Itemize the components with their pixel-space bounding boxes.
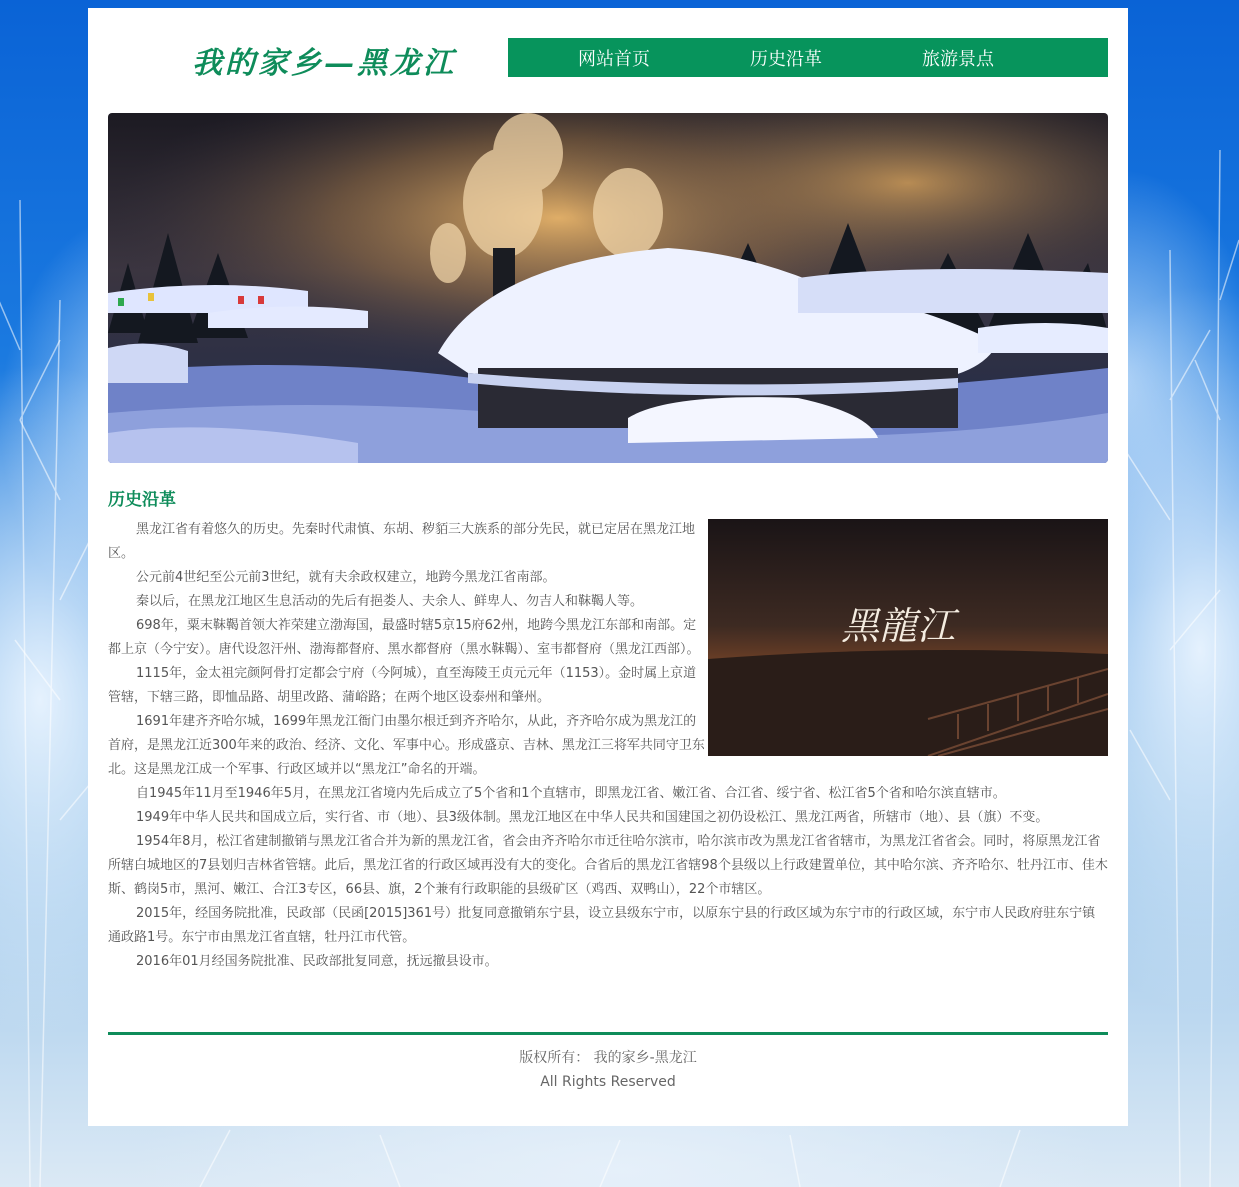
snow-village-image <box>108 113 1108 463</box>
header <box>88 8 1128 98</box>
calligraphy-text: 黑龍江 <box>840 604 956 648</box>
paragraph: 1954年8月，松江省建制撤销与黑龙江省合并为新的黑龙江省，省会由齐齐哈尔市迁往哈尔滨市，哈尔滨市改为黑龙江省省辖市，为黑龙江省省会。同时，将原黑龙江省所辖白城地区的7县划归吉林省管辖。此后，黑龙江省的行政区域再没有大的变化。合省后的黑龙江省辖98个县级以上行政建置单位，其中哈尔滨、齐齐哈尔、牡丹江市、佳木斯、鹤岗5市，黑河、嫩江、合江3专区，66县、旗，2个兼有行政职能的县级矿区（鸡西、双鸭山），22个市辖区。 <box>108 834 1108 897</box>
nav-scenic-spots[interactable]: 旅游景点 <box>922 48 994 70</box>
paragraph: 2015年，经国务院批准，民政部（民函[2015]361号）批复同意撤销东宁县，设立县级东宁市，以原东宁县的行政区域为东宁市的行政区域，东宁市人民政府驻东宁镇通政路1号。东宁市由黑龙江省直辖，牡丹江市代管。 <box>108 906 1096 945</box>
main-nav <box>508 38 1108 77</box>
nav-history[interactable]: 历史沿革 <box>750 48 822 70</box>
paragraph: 黑龙江省有着悠久的历史。先秦时代肃慎、东胡、秽貊三大族系的部分先民，就已定居在黑龙江地区。 <box>108 522 696 561</box>
footer-divider <box>108 1032 1108 1035</box>
banner-snow-village-image <box>108 113 1108 463</box>
heilongjiang-sunset-image <box>708 519 1108 756</box>
paragraph: 1115年，金太祖完颜阿骨打定都会宁府（今阿城），直至海陵王贞元元年（1153）。金时属上京道管辖，下辖三路，即恤品路、胡里改路、蒲峪路；在两个地区设泰州和肇州。 <box>108 666 697 705</box>
paragraph: 公元前4世纪至公元前3世纪，就有夫余政权建立，地跨今黑龙江省南部。 <box>136 570 556 585</box>
nav-home[interactable]: 网站首页 <box>578 48 650 70</box>
page-container <box>88 8 1128 1126</box>
footer <box>108 1046 1108 1094</box>
paragraph: 2016年01月经国务院批准、民政部批复同意，抚远撤县设市。 <box>136 954 498 969</box>
rights-text: All Rights Reserved <box>540 1074 676 1090</box>
paragraph: 1691年建齐齐哈尔城，1699年黑龙江衙门由墨尔根迁到齐齐哈尔，从此，齐齐哈尔成为黑龙江的首府，是黑龙江近300年来的政治、经济、文化、军事中心。形成盛京、吉林、黑龙江三将军共同守卫东北。这是黑龙江成一个军事、行政区域并以“黑龙江”命名的开端。 <box>108 714 705 777</box>
history-content <box>108 518 1108 974</box>
section-title: 历史沿革 <box>108 490 176 510</box>
paragraph: 秦以后，在黑龙江地区生息活动的先后有挹娄人、夫余人、鲜卑人、勿吉人和靺鞨人等。 <box>136 594 644 609</box>
paragraph: 自1945年11月至1946年5月，在黑龙江省境内先后成立了5个省和1个直辖市，即黑龙江省、嫩江省、合江省、绥宁省、松江省5个省和哈尔滨直辖市。 <box>136 786 1006 801</box>
copyright-text: 版权所有： 我的家乡-黑龙江 <box>519 1050 697 1066</box>
paragraph: 1949年中华人民共和国成立后，实行省、市（地）、县3级体制。黑龙江地区在中华人民共和国建国之初仍设松江、黑龙江两省，所辖市（地）、县（旗）不变。 <box>136 810 1049 825</box>
site-logo[interactable]: 我的家乡—黑龙江 <box>192 46 456 81</box>
paragraph: 698年，粟末靺鞨首领大祚荣建立渤海国，最盛时辖5京15府62州，地跨今黑龙江东部和南部。定都上京（今宁安）。唐代设忽汗州、渤海都督府、黑水都督府（黑水靺鞨）、室韦都督府（黑龙江西部）。 <box>108 618 700 657</box>
